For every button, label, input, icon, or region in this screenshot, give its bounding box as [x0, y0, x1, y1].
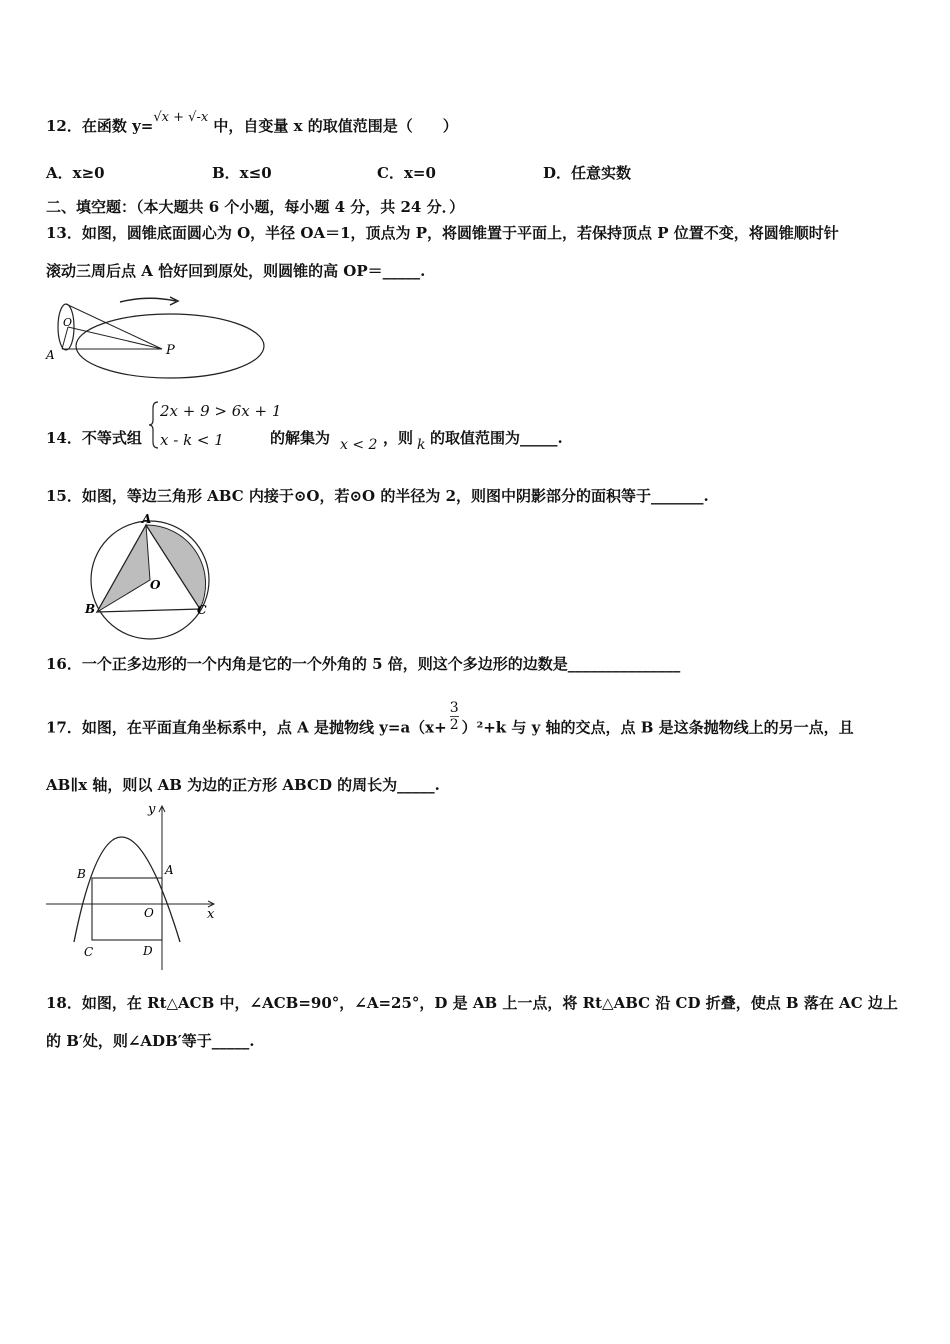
q12-option-b: B．x≤0 [212, 164, 272, 182]
q12-option-a: A．x≥0 [46, 164, 105, 182]
q14-mid: 的解集为 [270, 429, 331, 447]
q14-variable: k [417, 437, 426, 453]
q13-line2: 滚动三周后点 A 恰好回到原处，则圆锥的高 OP＝_____. [46, 262, 426, 280]
q17-fraction-numerator: 3 [449, 700, 459, 716]
q13-label-p: P [166, 343, 175, 358]
q12-formula: √x + √-x [153, 110, 209, 125]
q14-condition: x < 2 [340, 437, 378, 453]
q12-option-d: D．任意实数 [543, 164, 632, 182]
q17-part1: 17．如图，在平面直角坐标系中，点 A 是抛物线 y=a（x+ [46, 718, 447, 737]
q14-equation-2: x - k < 1 [160, 431, 224, 449]
q18-line1: 18．如图，在 Rt△ACB 中，∠ACB=90°，∠A=25°，D 是 AB 上一点，将 Rt△ABC 沿 CD 折叠，使点 B 落在 AC 边上 [46, 994, 898, 1012]
q13-rotation-arrow [120, 298, 176, 302]
q17-line2: AB∥x 轴，则以 AB 为边的正方形 ABCD 的周长为_____. [46, 776, 440, 794]
q15-stem: 15．如图，等边三角形 ABC 内接于⊙O，若⊙O 的半径为 2，则图中阴影部分的面积等于_______. [46, 487, 709, 505]
q13-cone-figure [40, 292, 270, 384]
q15-label-c: C [197, 603, 207, 617]
q14-brace [148, 400, 160, 450]
q17-label-c: C [84, 945, 94, 959]
section-heading: 二、填空题：（本大题共 6 个小题，每小题 4 分，共 24 分．） [46, 198, 465, 216]
q17-fraction-denominator: 2 [449, 717, 459, 733]
q16-stem: 16．一个正多边形的一个内角是它的一个外角的 5 倍，则这个多边形的边数是_______________ [46, 655, 681, 673]
q17-label-o: O [144, 906, 154, 920]
q17-fraction [449, 700, 459, 745]
q17-parabola-figure [44, 802, 224, 972]
q13-line1: 13．如图，圆锥底面圆心为 O，半径 OA＝1，顶点为 P，将圆锥置于平面上，若保持顶点 P 位置不变，将圆锥顺时针 [46, 224, 839, 242]
q13-cone-edge-mid [68, 327, 162, 349]
q14-then: ，则 [383, 429, 414, 447]
q18-line2: 的 B′处，则∠ADB′等于_____. [46, 1032, 255, 1050]
q12-prefix: 12．在函数 y= [46, 117, 154, 135]
q12-stem [46, 110, 458, 136]
q13-label-a: A [46, 348, 55, 362]
q17-parabola [74, 837, 180, 942]
q15-circle-figure [80, 512, 220, 647]
q15-label-o: O [150, 578, 161, 592]
q17-line1 [46, 700, 854, 745]
q14-prefix: 14．不等式组 [46, 429, 142, 447]
q14-equation-1: 2x + 9 > 6x + 1 [160, 402, 282, 420]
q17-label-d: D [143, 944, 153, 958]
q15-label-b: B [85, 602, 96, 616]
q14-suffix: 的取值范围为_____. [430, 429, 563, 447]
q17-label-y: y [148, 802, 156, 817]
q15-shaded-region-right [146, 525, 206, 609]
q15-label-a: A [142, 512, 152, 526]
q12-option-c: C．x=0 [377, 164, 436, 182]
q17-label-a: A [165, 863, 174, 877]
q17-part2: ）²+k 与 y 轴的交点，点 B 是这条抛物线上的另一点，且 [461, 718, 854, 737]
q12-suffix: 中，自变量 x 的取值范围是（ ） [208, 117, 458, 135]
q13-cone-edge-top [66, 304, 162, 349]
q17-label-b: B [77, 867, 86, 881]
q13-radius-oa [62, 327, 68, 349]
q17-label-x: x [207, 907, 215, 922]
q13-label-o: O [63, 316, 73, 329]
